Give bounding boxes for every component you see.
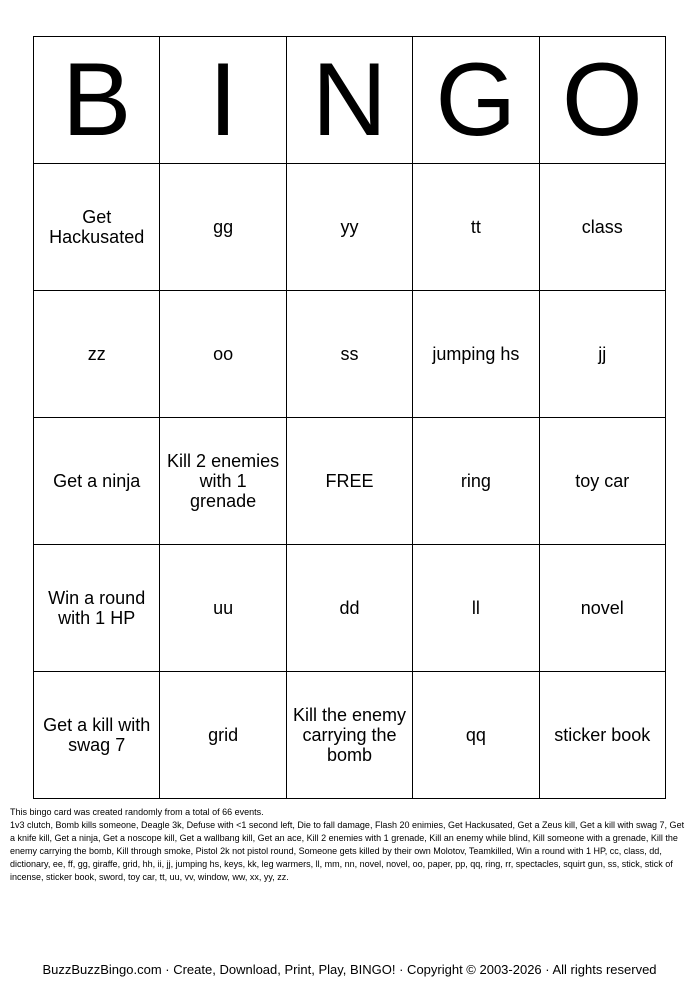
header-letter-b: B (34, 37, 160, 164)
bingo-cell: ring (413, 418, 539, 545)
bingo-cell: jumping hs (413, 291, 539, 418)
bingo-row (34, 291, 666, 418)
header-letter-o: O (539, 37, 665, 164)
bingo-cell: zz (34, 291, 160, 418)
bingo-cell: dd (286, 545, 412, 672)
bingo-cell: ll (413, 545, 539, 672)
bingo-cell: Get a kill with swag 7 (34, 672, 160, 799)
header-letter-g: G (413, 37, 539, 164)
bingo-card (33, 36, 666, 799)
bingo-cell: gg (160, 164, 286, 291)
bingo-cell: Kill the enemy carrying the bomb (286, 672, 412, 799)
bingo-cell: grid (160, 672, 286, 799)
bingo-row (34, 545, 666, 672)
bingo-cell: Kill 2 enemies with 1 grenade (160, 418, 286, 545)
bingo-cell: uu (160, 545, 286, 672)
bingo-cell: Get Hackusated (34, 164, 160, 291)
card-info (10, 806, 690, 884)
bingo-row (34, 164, 666, 291)
free-space-cell: FREE (286, 418, 412, 545)
bingo-cell: novel (539, 545, 665, 672)
bingo-header-row (34, 37, 666, 164)
bingo-row (34, 672, 666, 799)
bingo-cell: jj (539, 291, 665, 418)
event-list: 1v3 clutch, Bomb kills someone, Deagle 3k, Defuse with <1 second left, Die to fall damage, Flash 20 enimies, Get Hackusated, Get a Zeus kill, Get a kill with swag 7, Get a knife kill, Get a ninja, Get a noscope kill, Get a wallbang kill, Get an ace, Kill 2 enemies with 1 grenade, Kill an enemy while blind, Kill someone with a grenade, Kill the enemy carrying the bomb, Kill through smoke, Pistol 2k not pistol round, Someone gets killed by their own Molotov, Teamkilled, Win a round with 1 HP, cc, class, dd, dictionary, ee, ff, gg, giraffe, grid, hh, ii, jj, jumping hs, keys, kk, leg warmers, ll, mm, nn, novel, novel, oo, paper, pp, qq, ring, rr, spectacles, squirt gun, ss, stick, stick of incense, sticker book, sword, toy car, tt, uu, vv, window, ww, xx, yy, zz. (10, 820, 685, 882)
card-summary: This bingo card was created randomly from a total of 66 events. (10, 807, 264, 817)
header-letter-n: N (286, 37, 412, 164)
bingo-cell: Get a ninja (34, 418, 160, 545)
bingo-cell: Win a round with 1 HP (34, 545, 160, 672)
header-letter-i: I (160, 37, 286, 164)
bingo-cell: tt (413, 164, 539, 291)
bingo-cell: class (539, 164, 665, 291)
bingo-cell: oo (160, 291, 286, 418)
footer-copyright: BuzzBuzzBingo.com · Create, Download, Print, Play, BINGO! · Copyright © 2003-2026 · All rights reserved (42, 962, 657, 977)
bingo-cell: toy car (539, 418, 665, 545)
bingo-row (34, 418, 666, 545)
bingo-cell: ss (286, 291, 412, 418)
bingo-cell: sticker book (539, 672, 665, 799)
bingo-cell: yy (286, 164, 412, 291)
bingo-cell: qq (413, 672, 539, 799)
